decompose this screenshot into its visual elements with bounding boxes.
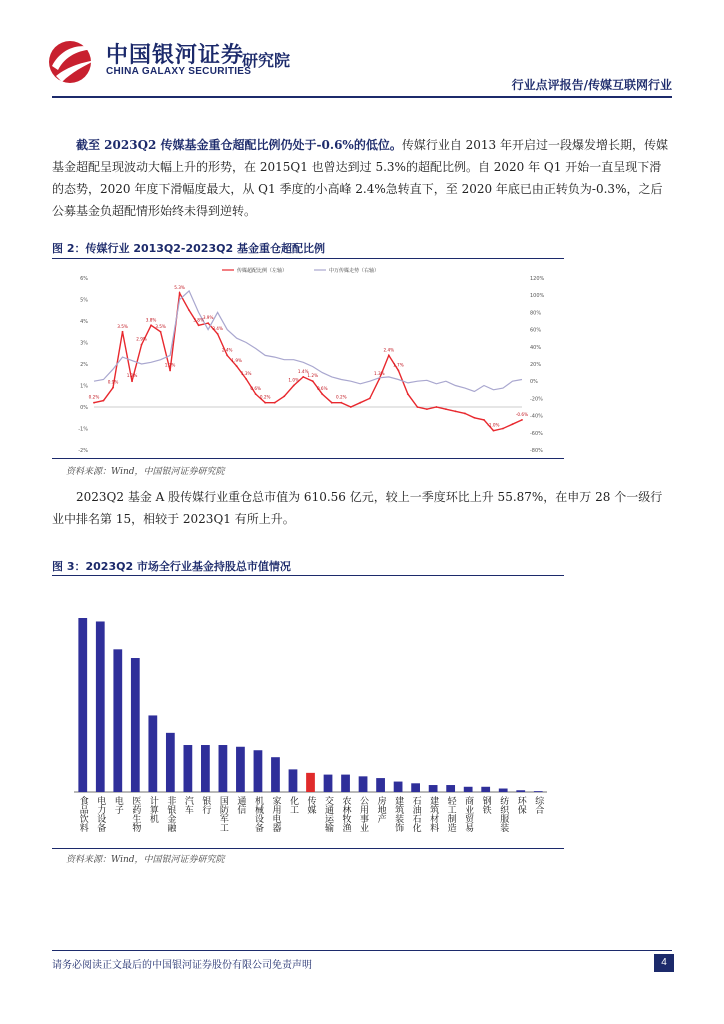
industry-bar xyxy=(446,785,455,792)
industry-label: 计算机 xyxy=(147,796,158,823)
industry-bar xyxy=(411,783,420,792)
galaxy-logo xyxy=(44,36,100,86)
report-type: 行业点评报告/传媒互联网行业 xyxy=(511,78,672,92)
y-right-tick-label: 100% xyxy=(530,293,545,300)
overweight-data-label: 1.4% xyxy=(297,368,309,374)
overweight-point xyxy=(502,428,504,430)
brand-name-cn: 中国银河证券 xyxy=(106,43,245,68)
y-left-tick-label: -1% xyxy=(78,426,88,433)
y-right-tick-label: -60% xyxy=(530,430,543,437)
figure-3-title: 图 3：2023Q2 市场全行业基金持股总市值情况 xyxy=(52,560,291,573)
y-right-tick-label: 80% xyxy=(530,310,542,317)
legend-label-index: 中万传媒走势（右轴） xyxy=(329,268,380,274)
y-right-tick-label: -20% xyxy=(530,396,543,403)
y-left-tick-label: 2% xyxy=(80,362,88,368)
overweight-point xyxy=(131,380,133,382)
industry-holdings-bar-chart xyxy=(52,578,564,846)
overweight-point xyxy=(388,355,390,357)
overweight-point xyxy=(236,365,238,367)
overweight-point xyxy=(226,355,228,357)
overweight-data-label: 1.0% xyxy=(288,377,300,383)
overweight-point xyxy=(321,393,323,395)
overweight-point xyxy=(464,413,466,415)
industry-label: 电子 xyxy=(112,796,123,814)
overweight-point xyxy=(179,292,181,294)
overweight-point xyxy=(169,370,171,372)
overweight-data-label: 5.3% xyxy=(174,285,185,291)
y-right-tick-label: 40% xyxy=(530,344,542,351)
industry-label: 医药生物 xyxy=(130,796,141,832)
industry-bar xyxy=(534,791,543,792)
industry-bar xyxy=(219,745,228,792)
overweight-point xyxy=(198,324,200,326)
figure-3-source: 资料来源：Wind，中国银河证券研究院 xyxy=(66,855,225,865)
overweight-point xyxy=(283,395,285,397)
overweight-data-label: 3.8% xyxy=(193,317,204,323)
paragraph-market-value: 2023Q2 基金 A 股传媒行业重仓总市值为 610.56 亿元，较上一季度环比上升 55.87%，在申万 28 个一级行业中排名第 15，相较于 2023Q1 有所上升。 xyxy=(52,490,663,526)
overweight-data-label: 0.2% xyxy=(88,394,100,400)
overweight-data-label: 1.2% xyxy=(126,373,138,379)
industry-bar xyxy=(289,769,298,792)
overweight-data-label: 3.9% xyxy=(202,315,214,321)
industry-bar xyxy=(148,715,157,792)
overweight-point xyxy=(483,419,485,421)
industry-bar xyxy=(516,790,525,792)
industry-label: 建筑材料 xyxy=(428,796,439,832)
industry-label: 机械设备 xyxy=(252,796,263,832)
figure-2-title: 图 2：传媒行业 2013Q2-2023Q2 基金重仓超配比例 xyxy=(52,242,325,255)
overweight-point xyxy=(122,331,124,333)
overweight-point xyxy=(455,410,457,412)
overweight-point xyxy=(426,408,428,410)
overweight-data-label: 0.6% xyxy=(316,386,328,392)
overweight-point xyxy=(474,417,476,419)
y-right-tick-label: 120% xyxy=(530,276,545,282)
industry-label: 综合 xyxy=(533,796,544,814)
overweight-point xyxy=(331,402,333,404)
figure-3-bottom-rule xyxy=(52,848,564,849)
overweight-data-label: 1.7% xyxy=(393,362,404,368)
y-right-tick-label: 0% xyxy=(530,379,538,386)
overweight-point xyxy=(416,406,418,408)
brand-name-en: CHINA GALAXY SECURITIES xyxy=(106,66,252,77)
industry-bar xyxy=(341,775,350,792)
industry-label: 公用事业 xyxy=(358,796,369,832)
industry-label: 纺织服装 xyxy=(498,796,509,832)
industry-label: 传媒 xyxy=(305,796,316,814)
overweight-data-label: 2.4% xyxy=(383,347,395,353)
y-right-tick-label: -80% xyxy=(530,448,543,454)
overweight-point xyxy=(217,333,219,335)
industry-label: 建筑装饰 xyxy=(393,796,404,832)
industry-label: 银行 xyxy=(200,796,211,814)
industry-label: 轻工制造 xyxy=(445,796,456,832)
industry-label: 国防军工 xyxy=(217,796,228,832)
industry-label: 电力设备 xyxy=(95,796,106,832)
industry-bar xyxy=(359,776,368,792)
overweight-point xyxy=(255,393,257,395)
overweight-point xyxy=(521,419,523,421)
figure-2-source: 资料来源：Wind，中国银河证券研究院 xyxy=(66,467,225,477)
y-right-tick-label: 20% xyxy=(530,362,542,368)
industry-label: 钢铁 xyxy=(480,796,491,814)
overweight-point xyxy=(445,408,447,410)
industry-bar xyxy=(271,757,280,792)
y-left-tick-label: 3% xyxy=(80,340,88,347)
industry-label: 家用电器 xyxy=(270,796,281,832)
overweight-point xyxy=(359,402,361,404)
overweight-point xyxy=(160,331,162,333)
overweight-point xyxy=(93,402,95,404)
industry-bar xyxy=(429,785,438,792)
y-left-tick-label: 5% xyxy=(80,297,88,304)
industry-label: 交通运输 xyxy=(323,796,334,832)
industry-label: 食品饮料 xyxy=(77,796,88,832)
industry-bar xyxy=(183,745,192,792)
legend-label-overweight: 传媒超配比例（左轴） xyxy=(237,268,288,274)
figure-2-top-rule xyxy=(52,258,564,259)
footer-disclaimer: 请务必阅读正文最后的中国银河证券股份有限公司免责声明 xyxy=(52,960,312,971)
overweight-point xyxy=(397,370,399,372)
overweight-data-label: 0.2% xyxy=(335,394,347,400)
industry-bar xyxy=(254,750,263,792)
industry-label: 非银金融 xyxy=(165,796,176,832)
overweight-point xyxy=(150,324,152,326)
paragraph-body: 传媒行业自 2013 年开启过一段爆发增长期，传媒基金超配呈现波动大幅上升的形势，在 2015Q1 也曾达到过 5.3%的超配比例。自 2020 年 Q1 开始一直呈现下滑的态势，2020 年度下滑幅度最大，从 Q1 季度的小高峰 2.4%急转直下，至 2020 年底已由正转负为-0.3%，之后公募基金负超配情形始终未得到逆转。 xyxy=(52,138,668,218)
y-left-tick-label: 0% xyxy=(80,405,88,411)
overweight-data-label: 3.5% xyxy=(117,323,128,329)
overweight-data-label: 1.9% xyxy=(231,358,242,364)
y-right-tick-label: 60% xyxy=(530,327,542,334)
industry-bar xyxy=(481,787,490,792)
overweight-point xyxy=(245,378,247,380)
y-left-tick-label: 6% xyxy=(80,276,88,282)
overweight-point xyxy=(293,385,295,387)
industry-bar xyxy=(113,649,122,792)
overweight-data-label: 1.3% xyxy=(374,371,385,377)
overweight-point xyxy=(350,406,352,408)
overweight-point xyxy=(312,380,314,382)
industry-bar xyxy=(464,787,473,792)
overweight-data-label: 0.2% xyxy=(259,394,271,400)
overweight-data-label: 1.3% xyxy=(240,371,252,377)
industry-bar xyxy=(324,775,333,792)
y-left-tick-label: 4% xyxy=(80,319,88,325)
industry-bar xyxy=(394,782,403,792)
overweight-data-label: 0.9% xyxy=(107,379,119,385)
overweight-data-label: -0.6% xyxy=(515,411,529,417)
y-left-tick-label: -2% xyxy=(78,448,88,454)
overweight-point xyxy=(112,387,114,389)
industry-label: 环保 xyxy=(515,796,526,814)
overweight-point xyxy=(264,402,266,404)
overweight-data-label: 2.9% xyxy=(136,336,147,342)
industry-label: 农林牧渔 xyxy=(340,796,351,832)
overweight-data-label: 0.6% xyxy=(250,386,262,392)
industry-bar xyxy=(201,745,210,792)
overweight-point xyxy=(141,344,143,346)
industry-bar xyxy=(96,621,105,792)
industry-label: 商业贸易 xyxy=(463,796,474,832)
industry-bar xyxy=(376,778,385,792)
overweight-data-label: 2.4% xyxy=(221,347,233,353)
overweight-data-label: 3.8% xyxy=(145,317,157,323)
overweight-data-label: 1.7% xyxy=(164,362,176,368)
industry-bar xyxy=(499,789,508,792)
overweight-line-chart xyxy=(52,262,564,456)
overweight-point xyxy=(369,398,371,400)
industry-label: 汽车 xyxy=(182,796,193,814)
y-left-tick-label: 1% xyxy=(80,383,88,390)
overweight-point xyxy=(302,376,304,378)
figure-2-bottom-rule xyxy=(52,458,564,459)
overweight-point xyxy=(378,378,380,380)
page-number: 4 xyxy=(654,954,674,972)
overweight-point xyxy=(207,322,209,324)
overweight-point xyxy=(512,423,514,425)
footer-divider xyxy=(52,950,672,951)
overweight-point xyxy=(407,393,409,395)
overweight-point xyxy=(493,430,495,432)
y-right-tick-label: -40% xyxy=(530,413,543,420)
industry-label: 化工 xyxy=(287,796,298,814)
paragraph-overweight xyxy=(52,134,670,222)
overweight-point xyxy=(436,406,438,408)
industry-bar xyxy=(78,618,87,792)
overweight-point xyxy=(274,402,276,404)
brand-institute: 研究院 xyxy=(242,51,291,70)
figure-3-top-rule xyxy=(52,575,564,576)
overweight-series-line xyxy=(94,293,522,431)
overweight-data-label: 3.4% xyxy=(212,325,223,331)
industry-bar xyxy=(236,747,245,792)
industry-bar xyxy=(131,658,140,792)
industry-bar xyxy=(166,733,175,792)
industry-bar xyxy=(306,773,315,792)
overweight-data-label: -1.0% xyxy=(487,422,500,428)
industry-label: 通信 xyxy=(235,796,246,814)
industry-label: 房地产 xyxy=(375,796,386,823)
overweight-point xyxy=(340,402,342,404)
overweight-data-label: 1.2% xyxy=(307,373,319,379)
header-divider xyxy=(52,96,672,98)
overweight-point xyxy=(103,400,105,402)
industry-label: 石油石化 xyxy=(410,796,421,832)
overweight-data-label: 3.5% xyxy=(155,323,166,329)
overweight-point xyxy=(188,309,190,311)
paragraph-lead: 截至 2023Q2 传媒基金重仓超配比例仍处于-0.6%的低位。 xyxy=(76,138,402,152)
